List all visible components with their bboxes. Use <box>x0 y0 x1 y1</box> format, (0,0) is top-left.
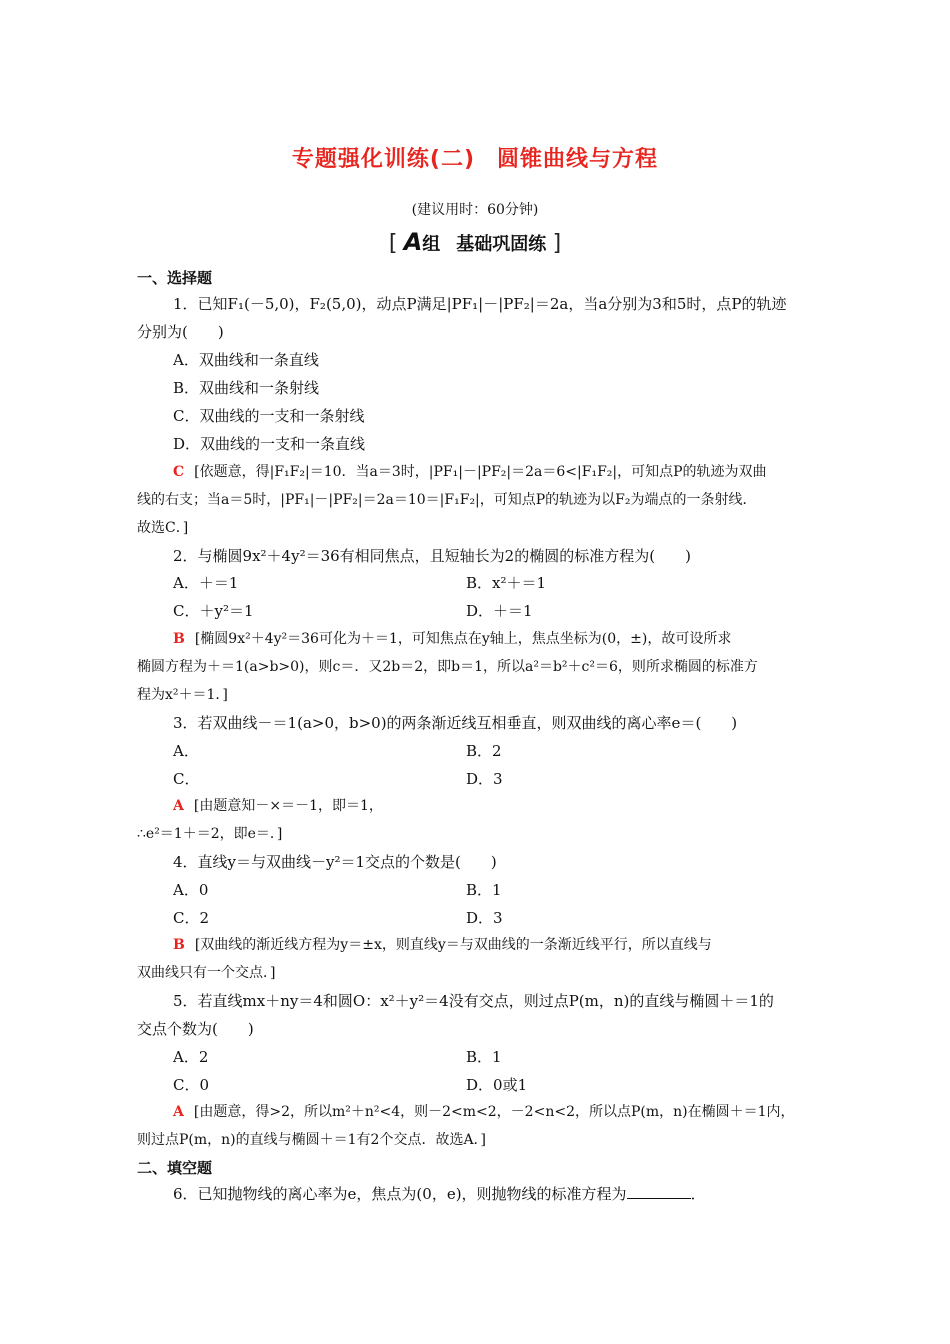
q2-explanation-line2: 椭圆方程为＋＝1(a>b>0)，则c＝．又2b＝2，即b＝1，所以a²＝b²＋c²＝6，则所求椭圆的标准方 <box>137 659 758 675</box>
q1-answer: C <box>173 464 185 480</box>
q3-stem: 3．若双曲线－＝1(a>0，b>0)的两条渐近线互相垂直，则双曲线的离心率e＝( ) <box>173 714 738 732</box>
q5-option-a: A．2 <box>173 1048 209 1066</box>
q4-option-d: D．3 <box>466 909 503 927</box>
right-bracket: ] <box>552 231 562 256</box>
q2-option-d: D．＋＝1 <box>466 602 533 620</box>
q1-exp1: [依题意，得|F₁F₂|＝10．当a＝3时，|PF₁|－|PF₂|＝2a＝6<|F₁F₂|，可知点P的轨迹为双曲 <box>194 464 767 480</box>
q3-explanation-line1 <box>173 796 853 816</box>
q6-stem-text: 6．已知抛物线的离心率为e，焦点为(0，e)，则抛物线的标准方程为 <box>173 1185 627 1203</box>
title-main: 专题强化训练(二) <box>291 147 476 172</box>
suggested-time: (建议用时：60分钟) <box>411 202 539 218</box>
q2-explanation-line1 <box>173 629 853 649</box>
q1-explanation-line3: 故选C．] <box>137 520 189 536</box>
q5-stem-line1: 5．若直线mx＋ny＝4和圆O：x²＋y²＝4没有交点，则过点P(m，n)的直线与椭圆＋＝1的 <box>173 992 774 1010</box>
q6-stem <box>173 1184 853 1204</box>
q5-explanation-line2: 则过点P(m，n)的直线与椭圆＋＝1有2个交点．故选A．] <box>137 1132 487 1148</box>
q4-explanation-line2: 双曲线只有一个交点．] <box>137 965 276 981</box>
q5-exp1: [由题意，得>2，所以m²＋n²<4，则－2<m<2，－2<n<2，所以点P(m，n)在椭圆＋＝1内， <box>193 1104 795 1120</box>
document-title <box>0 142 950 173</box>
q5-option-d: D．0或1 <box>466 1076 528 1094</box>
q1-option-c: C．双曲线的一支和一条射线 <box>173 407 365 425</box>
q3-explanation-line2: ∴e²＝1＋＝2，即e＝．] <box>137 826 283 842</box>
q3-option-d: D．3 <box>466 770 503 788</box>
q1-explanation-line2: 线的右支；当a＝5时，|PF₁|－|PF₂|＝2a＝10＝|F₁F₂|，可知点P的轨迹为以F₂为端点的一条射线． <box>137 492 757 508</box>
q5-option-b: B．1 <box>466 1048 502 1066</box>
q2-stem: 2．与椭圆9x²＋4y²＝36有相同焦点，且短轴长为2的椭圆的标准方程为( ) <box>173 547 691 565</box>
q4-answer: B <box>173 937 185 953</box>
q5-answer: A <box>173 1104 184 1120</box>
section-heading-fill: 二、填空题 <box>137 1159 213 1177</box>
q2-explanation-line3: 程为x²＋＝1．] <box>137 687 228 703</box>
q5-stem-line2: 交点个数为( ) <box>137 1020 254 1038</box>
section-heading-choice: 一、选择题 <box>137 269 213 287</box>
q4-exp1: [双曲线的渐近线方程为y＝±x，则直线y＝与双曲线的一条渐近线平行，所以直线与 <box>194 937 712 953</box>
q1-stem-line1: 1．已知F₁(－5,0)，F₂(5,0)，动点P满足|PF₁|－|PF₂|＝2a，当a分别为3和5时，点P的轨迹 <box>173 295 787 313</box>
q4-option-b: B．1 <box>466 881 502 899</box>
q1-explanation-line1 <box>173 462 853 482</box>
q2-option-b: B．x²＋＝1 <box>466 574 547 592</box>
q3-exp1: [由题意知－×＝－1，即＝1， <box>193 798 383 814</box>
group-heading <box>0 228 950 256</box>
q4-stem: 4．直线y＝与双曲线－y²＝1交点的个数是( ) <box>173 853 497 871</box>
q5-option-c: C．0 <box>173 1076 210 1094</box>
q5-explanation-line1 <box>173 1102 853 1122</box>
q2-exp1: [椭圆9x²＋4y²＝36可化为＋＝1，可知焦点在y轴上，焦点坐标为(0，±)，故可设所求 <box>194 631 732 647</box>
q1-stem-line2: 分别为( ) <box>137 323 224 341</box>
q4-option-c: C．2 <box>173 909 210 927</box>
q3-option-b: B．2 <box>466 742 502 760</box>
q4-option-a: A．0 <box>173 881 209 899</box>
q1-option-b: B．双曲线和一条射线 <box>173 379 320 397</box>
q2-option-c: C．＋y²＝1 <box>173 602 254 620</box>
q3-option-c: C． <box>173 770 200 788</box>
q3-option-a: A． <box>173 742 199 760</box>
q3-answer: A <box>173 798 184 814</box>
q6-stem-tail: ． <box>690 1185 706 1203</box>
q2-option-a: A．＋＝1 <box>173 574 239 592</box>
title-sub: 圆锥曲线与方程 <box>497 147 659 172</box>
q6-answer-blank <box>627 1184 691 1199</box>
q4-explanation-line1 <box>173 935 853 955</box>
group-name: 组 <box>422 234 441 255</box>
group-letter: A <box>403 228 423 256</box>
q2-answer: B <box>173 631 185 647</box>
q1-option-d: D．双曲线的一支和一条直线 <box>173 435 366 453</box>
group-label: 基础巩固练 <box>456 234 547 255</box>
q1-option-a: A．双曲线和一条直线 <box>173 351 319 369</box>
left-bracket: [ <box>388 231 398 256</box>
